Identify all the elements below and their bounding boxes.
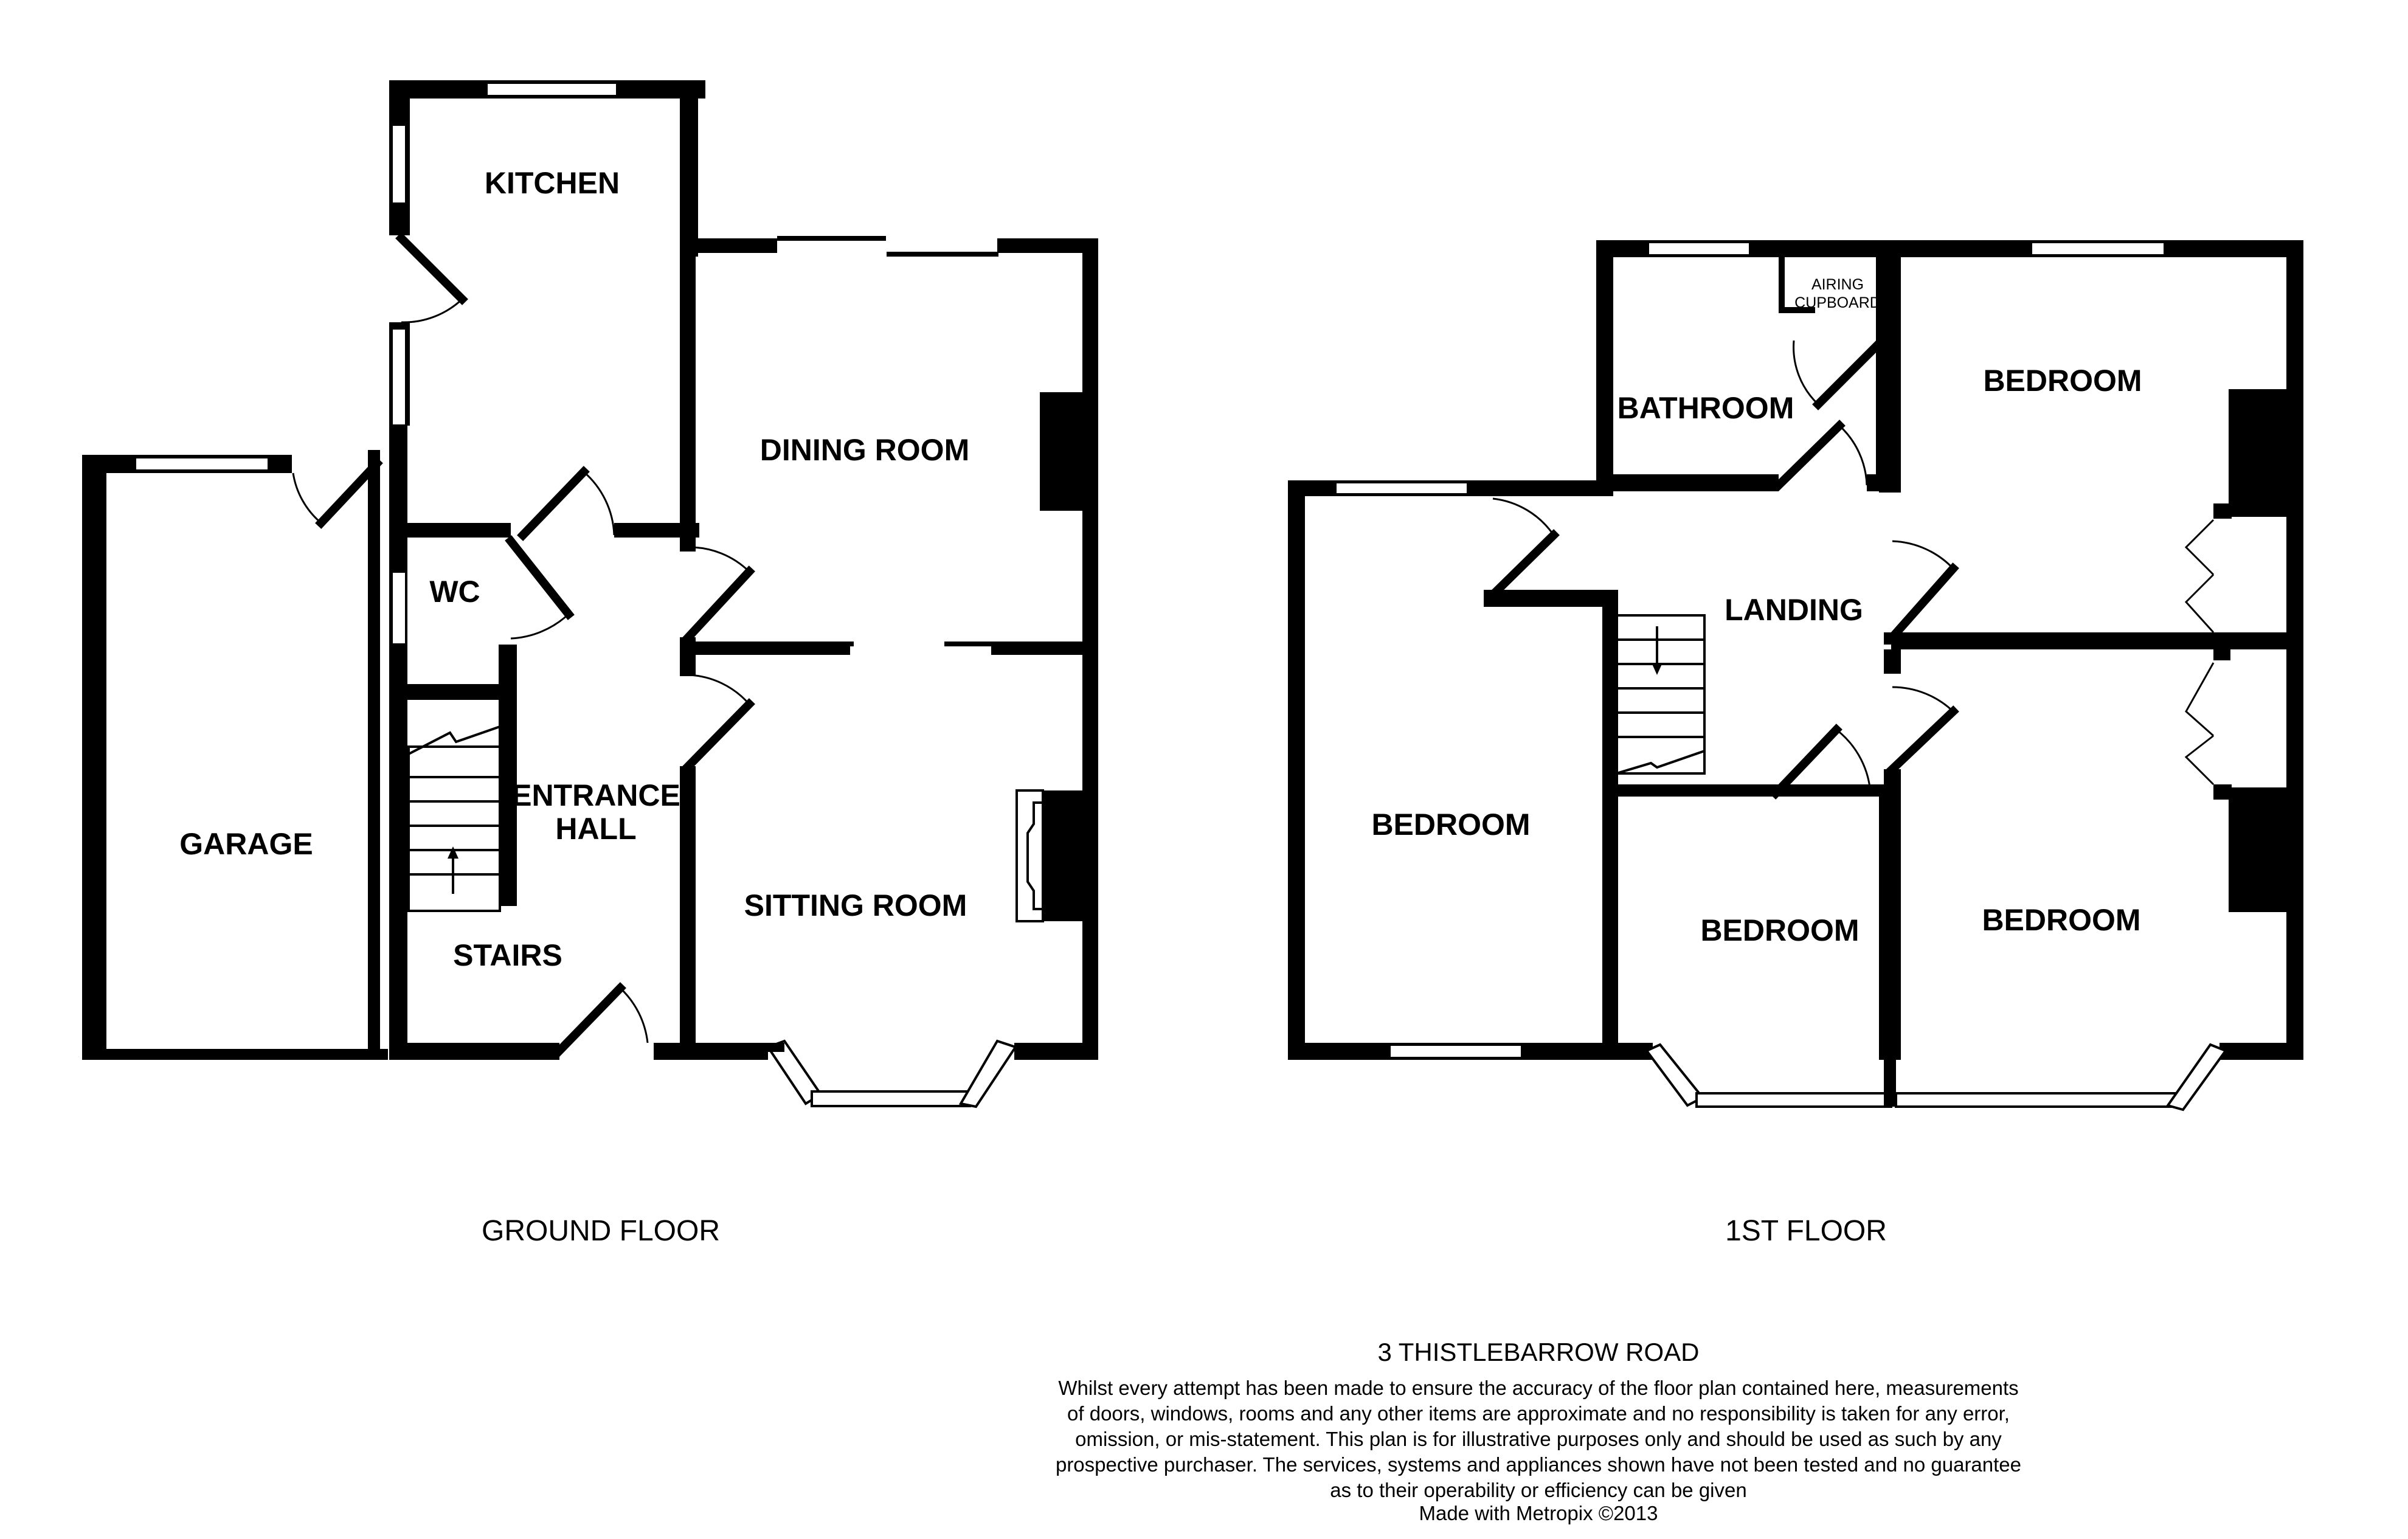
label-wc: WC (429, 575, 480, 609)
kitchen-window-lower (392, 328, 406, 426)
bedroom-w-walls (1484, 499, 1618, 1060)
chimney-breast-dining (1040, 392, 1085, 511)
caption-first-floor: 1ST FLOOR (1725, 1215, 1887, 1247)
bedroom-ne-walls (1884, 252, 2303, 649)
sitting-door (688, 704, 749, 766)
disclaimer-line: as to their operability or efficiency can be given (1330, 1479, 1747, 1501)
bay-window-first-floor (1647, 1045, 2226, 1110)
chimney-breast-sitting (1043, 790, 1088, 921)
disclaimer (961, 1375, 2116, 1503)
dining-door (688, 572, 749, 637)
garage-window (135, 457, 269, 471)
kitchen-window-side (392, 125, 406, 204)
label-landing: LANDING (1725, 593, 1863, 627)
bedroom-s-door (1776, 730, 1836, 794)
label-garage: GARAGE (179, 827, 313, 861)
kitchen-side-door (401, 238, 462, 299)
front-door (559, 988, 620, 1051)
bedroom-w-window-top (1335, 482, 1468, 494)
chimney-breast-se (2229, 787, 2296, 912)
airing-cupboard-door (1818, 344, 1879, 404)
disclaimer-line: of doors, windows, rooms and any other items are approximate and no responsibility is taken for any error, (1067, 1402, 2010, 1425)
label-bedroom-se: BEDROOM (1982, 903, 2141, 937)
wardrobe-doors-ne (2186, 520, 2213, 575)
ground-stairs (409, 727, 500, 911)
label-bedroom-ne: BEDROOM (1983, 364, 2142, 398)
sitting-room-walls (680, 651, 1098, 1107)
bedroom-ne-door (1892, 569, 1953, 637)
label-kitchen: KITCHEN (484, 166, 620, 200)
label-dining-room: DINING ROOM (759, 433, 970, 467)
bay-window-sitting (763, 1041, 1015, 1107)
floor-captions (482, 1215, 1887, 1247)
bedroom-se-door (1892, 711, 1953, 769)
ground-floor-plan (82, 80, 1098, 1107)
disclaimer-line: prospective purchaser. The services, systems and appliances shown have not been tested and no guarantee (1055, 1453, 2022, 1476)
first-floor-stairs (1610, 615, 1704, 775)
label-airing-cupboard-1: AIRING (1811, 276, 1864, 293)
caption-ground-floor: GROUND FLOOR (481, 1215, 721, 1247)
label-bedroom-s: BEDROOM (1700, 913, 1860, 947)
room-labels (179, 166, 2142, 972)
disclaimer-line: Whilst every attempt has been made to ensure the accuracy of the floor plan contained here, measurements (1058, 1377, 2019, 1399)
bedroom-se-walls (1884, 649, 2296, 1060)
landing-walls (1605, 474, 1894, 1060)
bedroom-w-window-bottom (1389, 1045, 1522, 1058)
label-airing-cupboard-2: CUPBOARD (1794, 294, 1881, 311)
label-entrance-hall-2: HALL (555, 812, 637, 846)
wardrobe-doors-se (2186, 663, 2213, 736)
garage-walls (82, 450, 388, 1060)
label-sitting-room: SITTING ROOM (744, 888, 967, 922)
chimney-breast-ne (2229, 389, 2296, 517)
label-stairs: STAIRS (453, 938, 562, 972)
label-bedroom-w: BEDROOM (1371, 808, 1531, 842)
label-bathroom: BATHROOM (1617, 391, 1794, 425)
label-entrance-hall-1: ENTRANCE (511, 778, 680, 812)
wc-window (392, 572, 406, 645)
wc-door (511, 541, 569, 614)
kitchen-door (523, 472, 584, 535)
bathroom-window (1648, 242, 1750, 255)
fireplace (1017, 790, 1043, 921)
kitchen-window-top (486, 83, 617, 96)
bathroom-door (1779, 426, 1839, 485)
bedroom-w-door (1490, 535, 1554, 598)
credit-line: Made with Metropix ©2013 (1419, 1502, 1658, 1524)
property-address: 3 THISTLEBARROW ROAD (1377, 1338, 1700, 1366)
kitchen-walls (389, 80, 705, 538)
bedroom-ne-window (2031, 242, 2165, 255)
disclaimer-line: omission, or mis-statement. This plan is for illustrative purposes only and should be used as such by any (1075, 1428, 2002, 1450)
first-floor-plan (1288, 240, 2303, 1110)
